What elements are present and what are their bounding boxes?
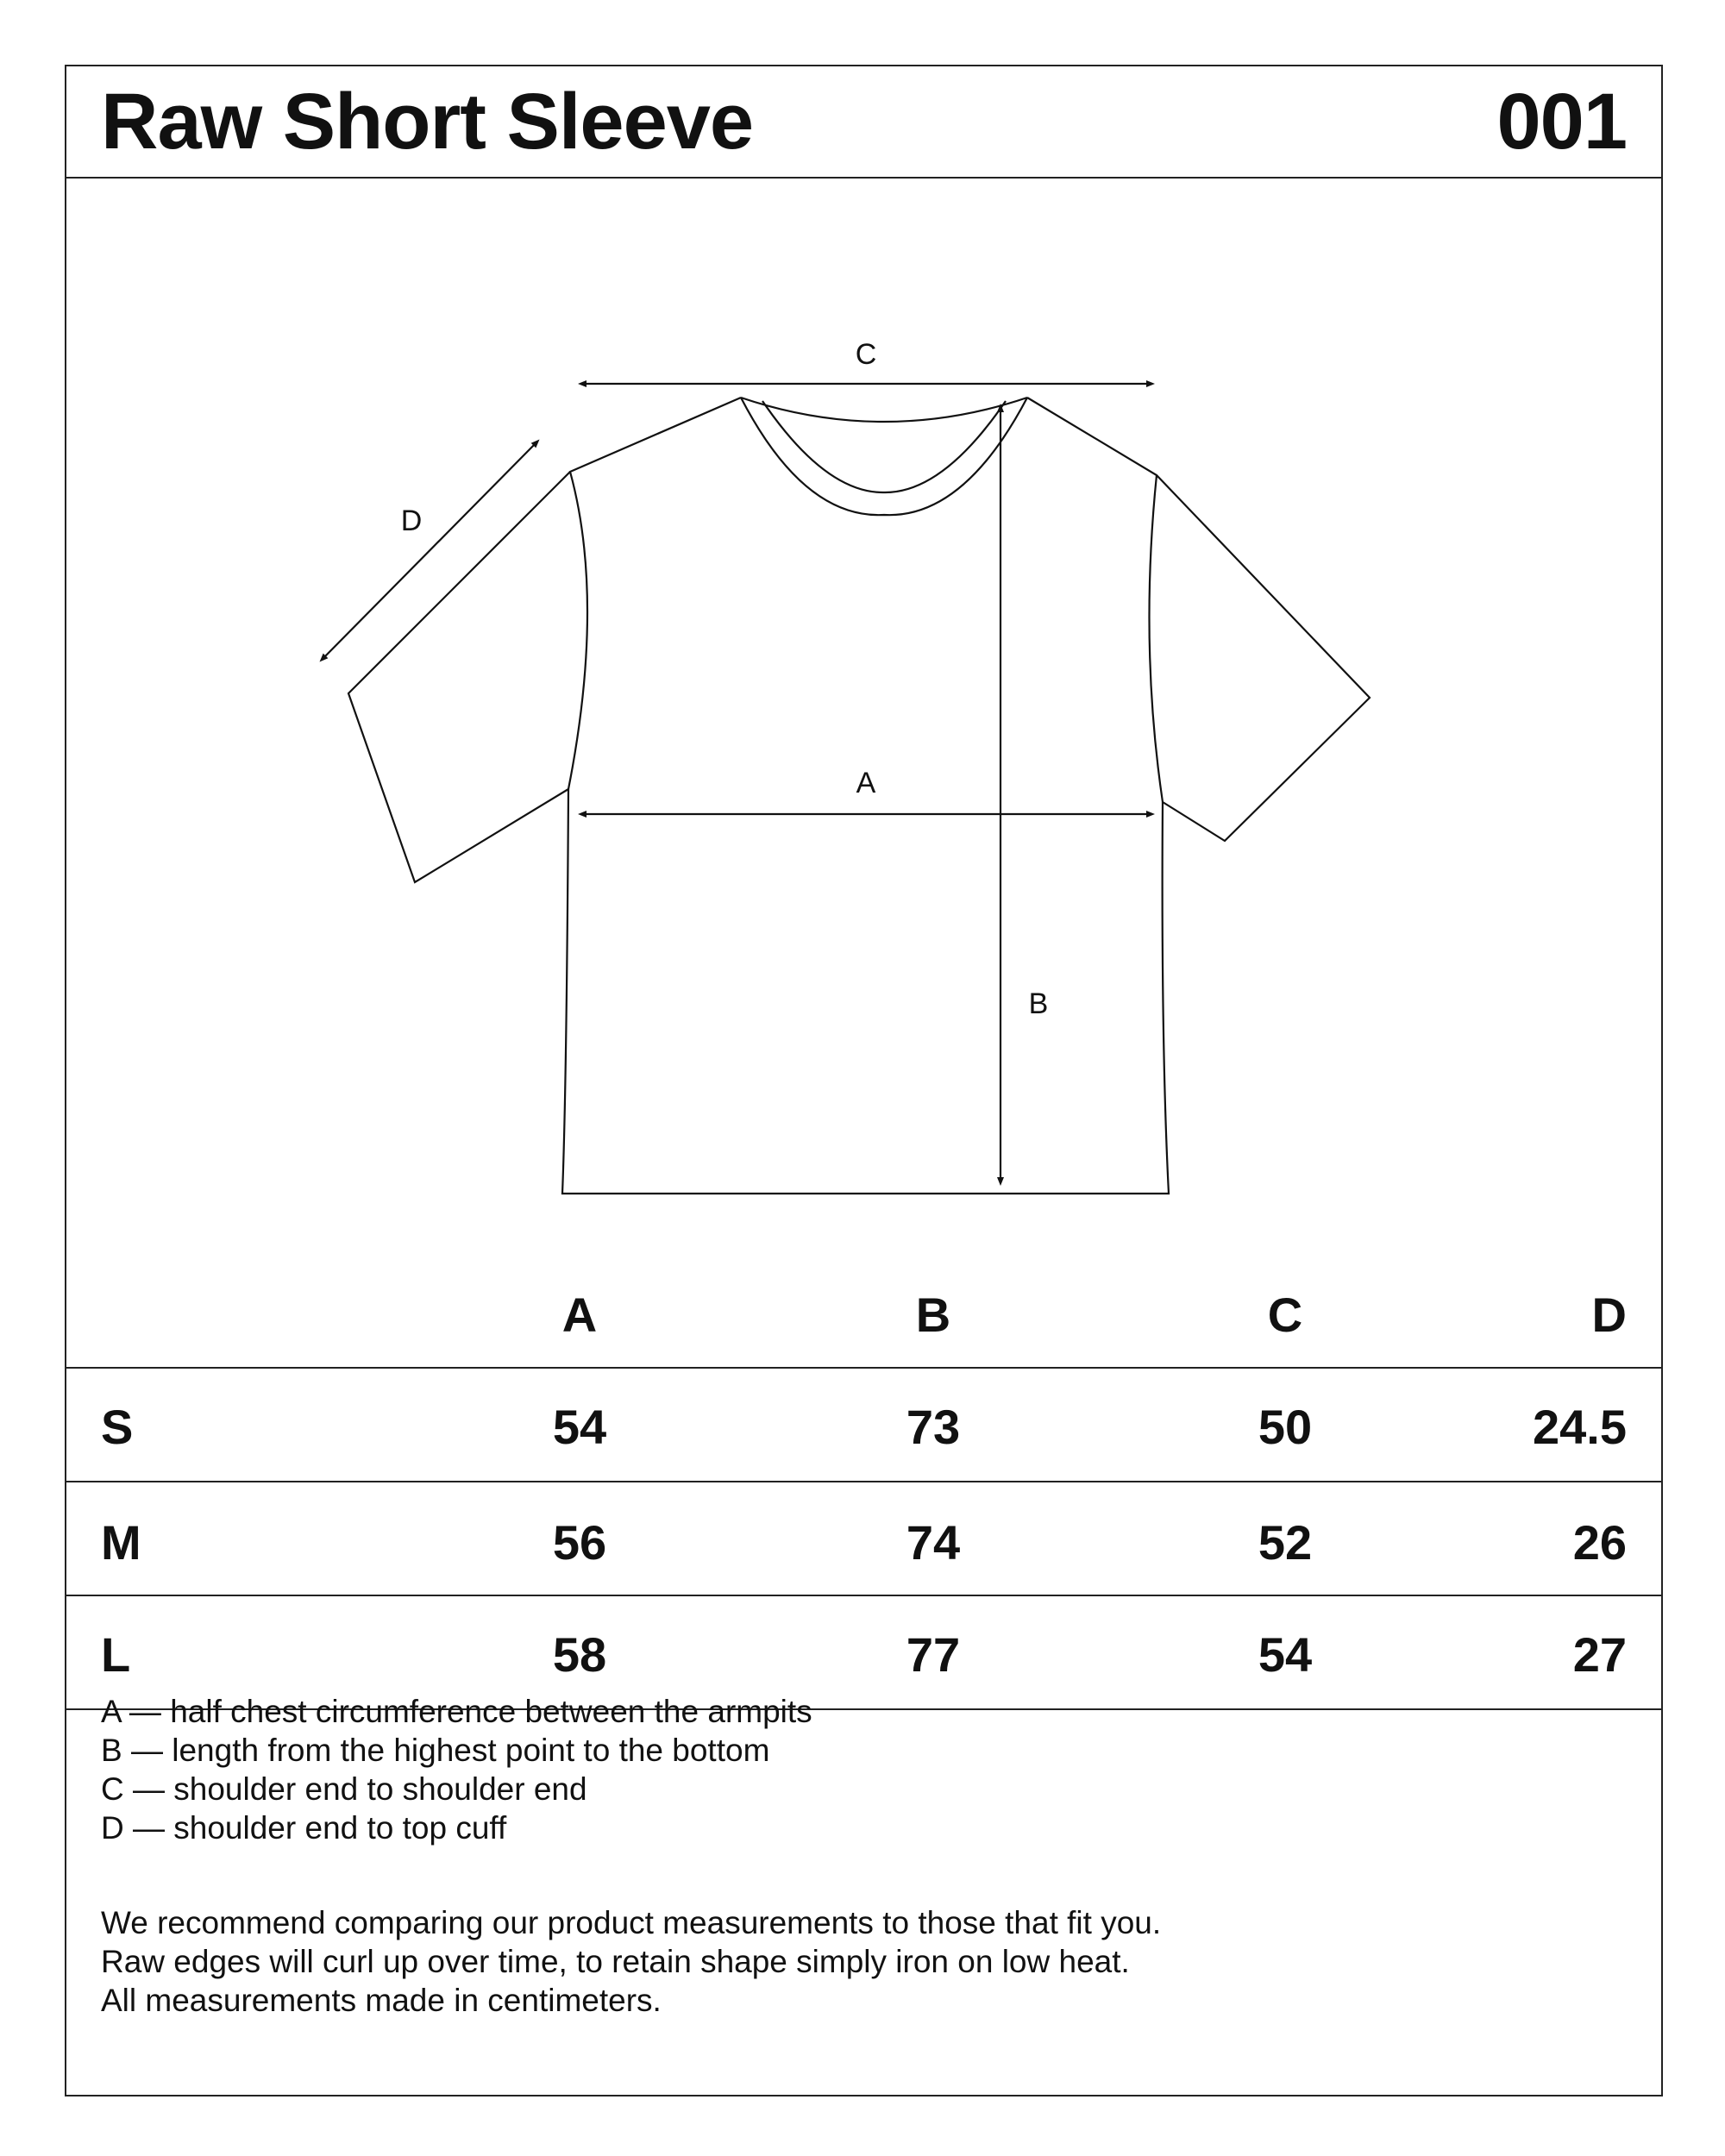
size-label: M (101, 1515, 141, 1570)
value-b: 73 (906, 1400, 961, 1454)
size-table-header (66, 1257, 1661, 1369)
size-chart-frame (65, 65, 1663, 2096)
column-header-a: A (561, 1288, 598, 1342)
legend-item: B — length from the highest point to the bottom (101, 1733, 770, 1768)
dimension-a-label: A (856, 767, 876, 799)
table-row (66, 1482, 1661, 1596)
dimension-d-line (323, 442, 536, 659)
product-title: Raw Short Sleeve (101, 78, 754, 166)
table-row (66, 1369, 1661, 1482)
value-c: 52 (1258, 1515, 1313, 1570)
column-header-b: B (915, 1288, 951, 1342)
legend-item: C — shoulder end to shoulder end (101, 1771, 587, 1807)
measurement-legend (101, 1692, 812, 1847)
dimension-d-label: D (400, 505, 423, 537)
value-c: 54 (1258, 1627, 1313, 1682)
value-a: 58 (552, 1627, 607, 1682)
header (66, 66, 1661, 179)
legend-item: D — shoulder end to top cuff (101, 1810, 507, 1846)
value-c: 50 (1258, 1400, 1313, 1454)
note-line: Raw edges will curl up over time, to retain shape simply iron on low heat. (101, 1944, 1130, 1979)
column-header-d: D (1591, 1288, 1627, 1342)
value-d: 26 (1572, 1515, 1627, 1570)
product-number: 001 (1496, 78, 1627, 166)
dimension-b-label: B (1028, 987, 1049, 1020)
size-label: S (101, 1400, 134, 1454)
value-a: 56 (552, 1515, 607, 1570)
dimension-c-label: C (855, 338, 877, 371)
value-b: 77 (906, 1627, 961, 1682)
legend-item: A — half chest circumference between the armpits (101, 1694, 812, 1729)
value-a: 54 (552, 1400, 607, 1454)
care-notes (101, 1903, 1161, 2020)
size-label: L (101, 1627, 131, 1682)
note-line: We recommend comparing our product measurements to those that fit you. (101, 1905, 1162, 1940)
tshirt-drawing (66, 179, 1665, 1257)
dimension-lines (323, 384, 1151, 1181)
tshirt-diagram (66, 179, 1665, 1257)
value-d: 24.5 (1533, 1400, 1627, 1454)
note-line: All measurements made in centimeters. (101, 1983, 662, 2018)
value-d: 27 (1572, 1627, 1627, 1682)
value-b: 74 (906, 1515, 961, 1570)
column-header-c: C (1267, 1288, 1303, 1342)
